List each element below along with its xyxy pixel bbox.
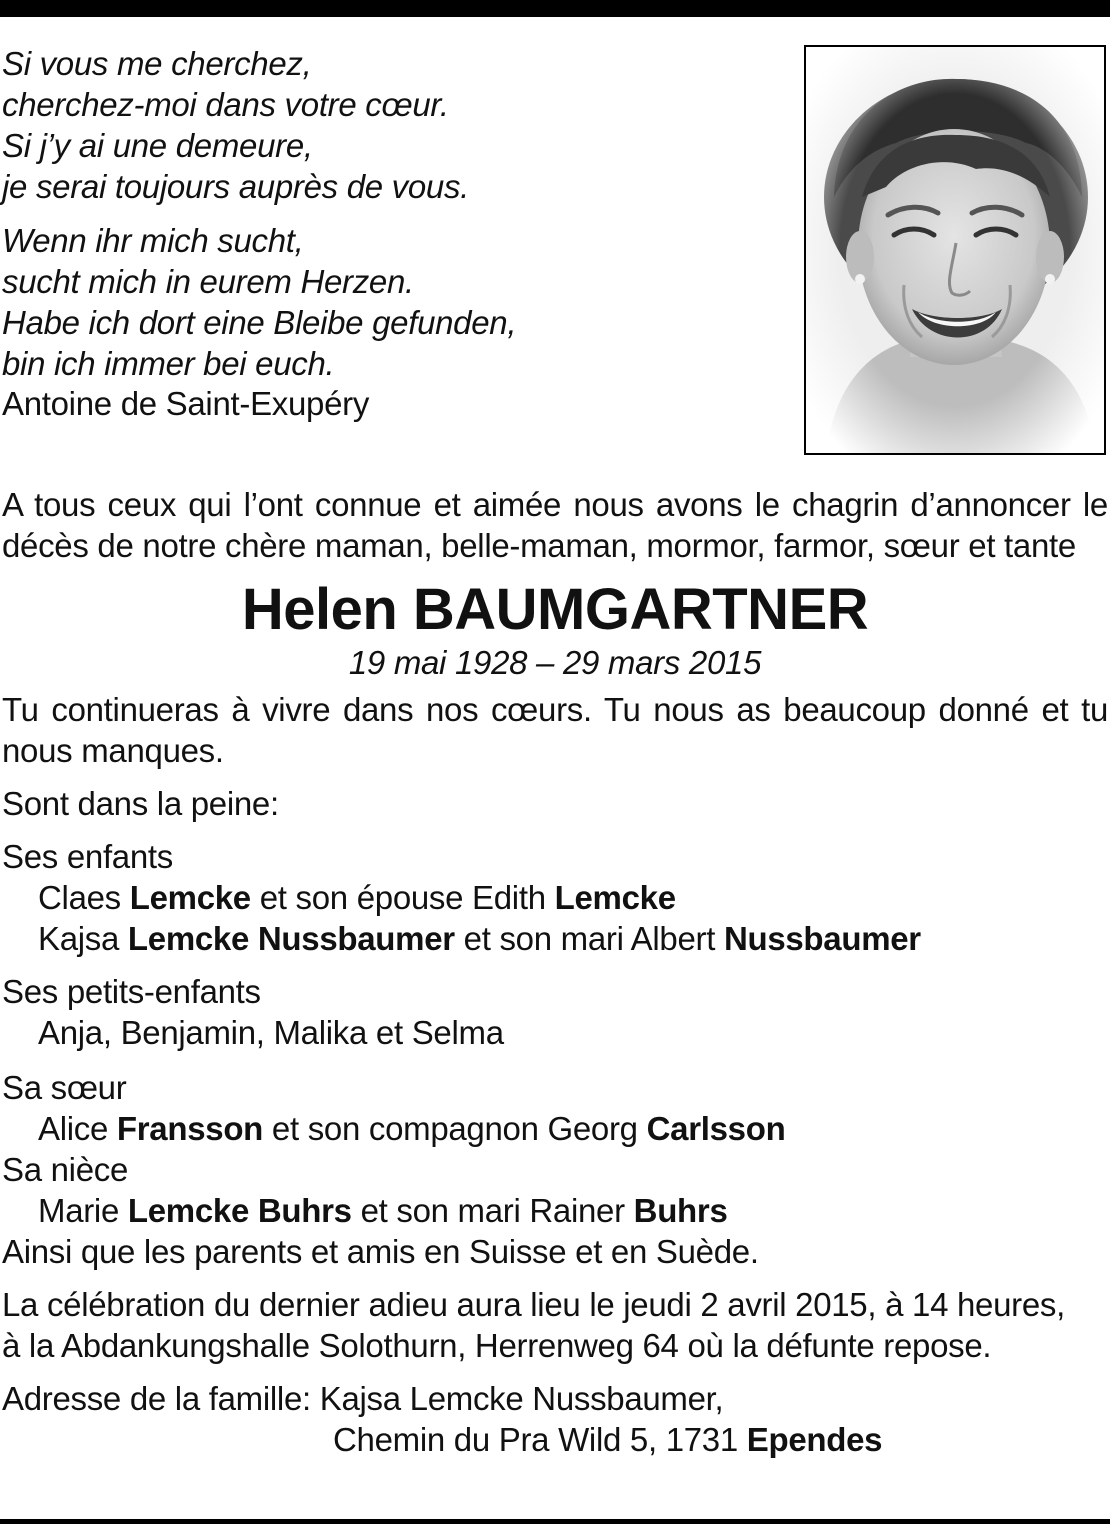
tribute: Tu continueras à vivre dans nos cœurs. Tu nous as beaucoup donné et tu nous manques. <box>2 691 1108 769</box>
section-heading: Ses enfants <box>2 838 173 875</box>
surname: Lemcke <box>554 879 676 916</box>
surname: Lemcke <box>129 879 251 916</box>
top-rule <box>0 0 1110 17</box>
surname: Lemcke Nussbaumer <box>127 920 455 957</box>
family-line <box>2 918 1108 959</box>
family-line <box>2 877 1108 918</box>
surname: Fransson <box>116 1110 264 1147</box>
portrait-photo <box>804 45 1106 455</box>
section-heading: Sa sœur <box>2 1069 127 1106</box>
given-name: Kajsa <box>38 920 128 957</box>
poem-french <box>2 43 782 207</box>
surname: Lemcke Buhrs <box>127 1192 352 1229</box>
given-name: Claes <box>38 879 130 916</box>
relation-text: et son mari Rainer <box>351 1192 634 1229</box>
address-street: Chemin du Pra Wild 5, 1731 <box>333 1421 747 1458</box>
relation-text: et son compagnon Georg <box>263 1110 647 1147</box>
ceremony-line: La célébration du dernier adieu aura lieu le jeudi 2 avril 2015, à 14 heures, <box>2 1286 1065 1323</box>
obituary-body <box>2 484 1108 1460</box>
address-line <box>2 1419 1108 1460</box>
deceased-name: Helen BAUMGARTNER <box>241 577 869 642</box>
bottom-rule <box>0 1519 1110 1524</box>
family-line <box>2 1190 1108 1231</box>
grandchildren-section <box>2 971 1108 1053</box>
surname: Buhrs <box>633 1192 728 1229</box>
family-line: Anja, Benjamin, Malika et Selma <box>38 1014 504 1051</box>
surname: Nussbaumer <box>723 920 921 957</box>
family-address <box>2 1378 1108 1460</box>
mourners-heading: Sont dans la peine: <box>2 785 279 822</box>
poem-line: Habe ich dort eine Bleibe gefunden, <box>2 304 517 341</box>
announcement: A tous ceux qui l’ont connue et aimée nous avons le chagrin d’annoncer le décès de notre chère maman, belle-maman, mormor, farmor, sœur et tante <box>2 486 1108 564</box>
section-heading: Sa nièce <box>2 1151 129 1188</box>
given-name: Marie <box>38 1192 128 1229</box>
life-dates: 19 mai 1928 – 29 mars 2015 <box>348 644 762 681</box>
poem-line: Si j’y ai une demeure, <box>2 127 313 164</box>
address-line: Adresse de la famille: Kajsa Lemcke Nussbaumer, <box>2 1380 724 1417</box>
poem-line: sucht mich in eurem Herzen. <box>2 263 414 300</box>
poem-line: Wenn ihr mich sucht, <box>2 222 304 259</box>
address-town: Ependes <box>746 1421 883 1458</box>
poem-line: je serai toujours auprès de vous. <box>2 168 470 205</box>
relation-text: et son mari Albert <box>454 920 724 957</box>
portrait-image <box>806 47 1104 453</box>
ceremony-line: à la Abdankungshalle Solothurn, Herrenweg 64 où la défunte repose. <box>2 1327 992 1364</box>
others-line: Ainsi que les parents et amis en Suisse et en Suède. <box>2 1233 759 1270</box>
poem-line: Si vous me cherchez, <box>2 45 312 82</box>
given-name: Alice <box>38 1110 117 1147</box>
poem-german <box>2 220 782 384</box>
poem-line: cherchez-moi dans votre cœur. <box>2 86 449 123</box>
poem-line: bin ich immer bei euch. <box>2 345 335 382</box>
family-line <box>2 1108 1108 1149</box>
poem <box>2 43 782 424</box>
surname: Carlsson <box>646 1110 786 1147</box>
sister-section <box>2 1067 1108 1149</box>
section-heading: Ses petits-enfants <box>2 973 261 1010</box>
niece-section <box>2 1149 1108 1231</box>
relation-text: et son épouse Edith <box>250 879 555 916</box>
children-section <box>2 836 1108 959</box>
ceremony-info <box>2 1284 1108 1366</box>
poem-author: Antoine de Saint-Exupéry <box>2 385 370 422</box>
